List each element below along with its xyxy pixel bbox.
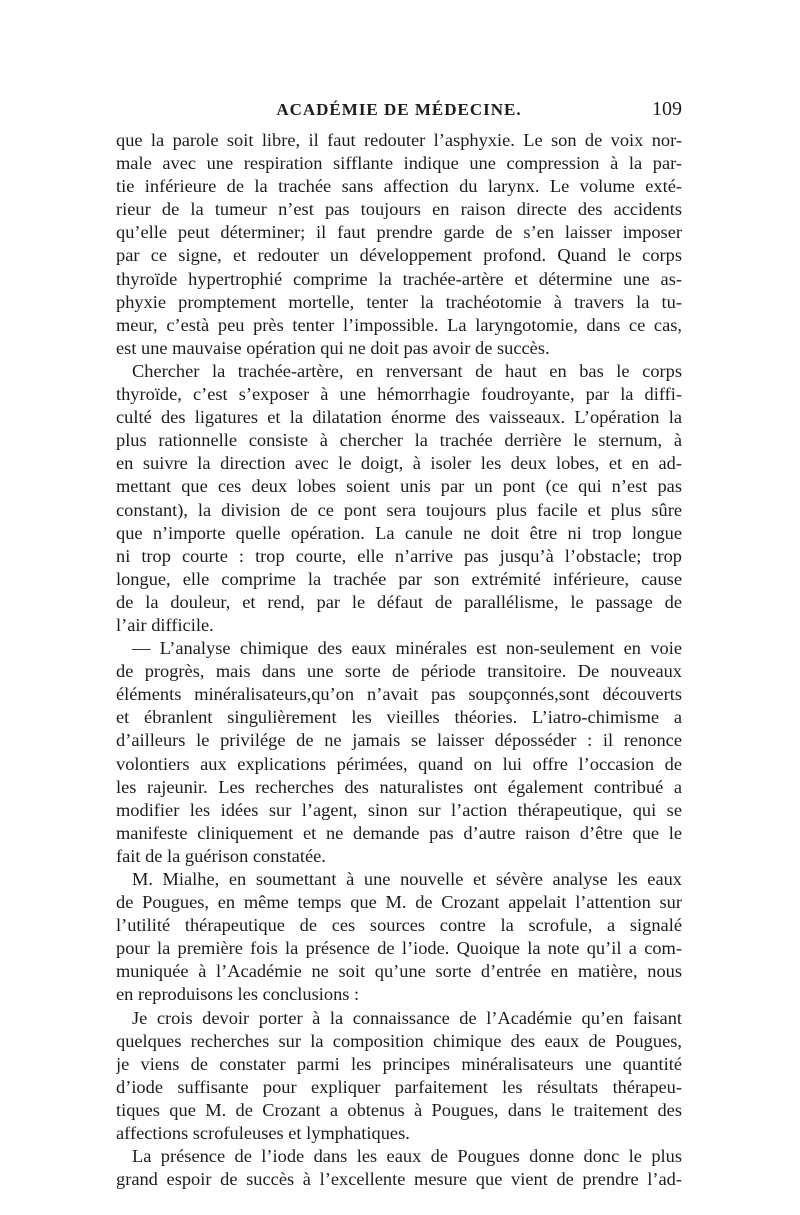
text-line: constant), la division de ce pont sera toujours plus facile et plus sûre [116,499,682,520]
text-line: modifier les idées sur l’agent, sinon sur l’action thérapeutique, qui se [116,799,682,820]
text-line: par ce signe, et redouter un développement profond. Quand le corps [116,245,682,266]
text-line: mettant que ces deux lobes soient unis par un pont (ce qui n’est pas [116,476,682,497]
text-line: volontiers aux explications périmées, quand on lui offre l’occasion de [116,753,682,774]
text-line: est une mauvaise opération qui ne doit pas avoir de succès. [116,337,550,358]
text-line: tiques que M. de Crozant a obtenus à Pougues, dans le traitement des [116,1099,682,1120]
running-title: ACADÉMIE DE MÉDECINE. [276,100,522,119]
body-text [116,129,682,1191]
text-line: de progrès, mais dans une sorte de période transitoire. De nouveaux [116,661,682,682]
text-line: male avec une respiration sifflante indique une compression à la par- [116,153,682,174]
text-line: Chercher la trachée-artère, en renversant de haut en bas le corps [132,360,682,381]
text-line: de la douleur, et rend, par le défaut de parallélisme, le passage de [116,591,682,612]
paragraph-1 [116,129,682,360]
text-line: de Pougues, en même temps que M. de Crozant appelait l’attention sur [116,892,682,913]
text-line: — L’analyse chimique des eaux minérales est non-seulement en voie [132,638,682,659]
text-line: plus rationnelle consiste à chercher la trachée derrière le sternum, à [116,430,682,451]
text-line: que n’importe quelle opération. La canule ne doit être ni trop longue [116,522,682,543]
text-line: phyxie promptement mortelle, tenter la trachéotomie à travers la tu- [116,291,682,312]
text-line: affections scrofuleuses et lymphatiques. [116,1123,410,1144]
paragraph-4 [116,868,682,1007]
page-header [116,100,682,124]
text-line: ni trop courte : trop courte, elle n’arrive pas jusqu’à l’obstacle; trop [116,545,682,566]
text-line: longue, elle comprime la trachée par son extrémité inférieure, cause [116,568,682,589]
text-line: je viens de constater parmi les principes minéralisateurs une quantité [116,1053,682,1074]
text-line: fait de la guérison constatée. [116,845,326,866]
text-line: meur, c’està peu près tenter l’impossible. La laryngotomie, dans ce cas, [116,314,682,335]
text-line: thyroïde, c’est s’exposer à une hémorrhagie foudroyante, par la diffi- [116,384,682,405]
text-line: pour la première fois la présence de l’iode. Quoique la note qu’il a com- [116,938,682,959]
paragraph-3 [116,637,682,868]
page-number: 109 [652,98,682,120]
text-line: thyroïde hypertrophié comprime la trachée-artère et détermine une as- [116,268,682,289]
text-line: d’iode suffisante pour expliquer parfaitement les résultats thérapeu- [116,1076,682,1097]
text-line: les rajeunir. Les recherches des naturalistes ont également contribué a [116,776,682,797]
text-line: l’utilité thérapeutique de ces sources contre la scrofule, a signalé [116,915,682,936]
text-line: en reproduisons les conclusions : [116,984,360,1005]
text-line: M. Mialhe, en soumettant à une nouvelle et sévère analyse les eaux [132,869,682,889]
text-line: éléments minéralisateurs,qu’on n’avait pas soupçonnés,sont découverts [116,684,682,705]
text-line: manifeste cliniquement et ne demande pas d’autre raison d’être que le [116,822,682,843]
text-line: tie inférieure de la trachée sans affection du larynx. Le volume exté- [116,176,682,197]
text-line: La présence de l’iode dans les eaux de Pougues donne donc le plus [132,1146,682,1167]
text-line: grand espoir de succès à l’excellente mesure que vient de prendre l’ad- [116,1169,682,1190]
text-line: d’ailleurs le privilége de ne jamais se laisser déposséder : il renonce [116,730,682,751]
paragraph-6 [116,1145,682,1191]
text-line: quelques recherches sur la composition chimique des eaux de Pougues, [116,1030,682,1051]
text-line: rieur de la tumeur n’est pas toujours en raison directe des accidents [116,199,682,220]
paragraph-2 [116,360,682,637]
text-line: muniquée à l’Académie ne soit qu’une sorte d’entrée en matière, nous [116,961,682,982]
paragraph-5 [116,1007,682,1146]
text-line: Je crois devoir porter à la connaissance de l’Académie qu’en faisant [132,1007,682,1028]
text-line: en suivre la direction avec le doigt, à isoler les deux lobes, et en ad- [116,453,682,474]
text-line: culté des ligatures et la dilatation énorme des vaisseaux. L’opération la [116,407,682,428]
text-line: l’air difficile. [116,614,214,635]
text-line: qu’elle peut déterminer; il faut prendre garde de s’en laisser imposer [116,222,682,243]
text-line: et ébranlent singulièrement les vieilles théories. L’iatro-chimisme a [116,707,682,728]
text-line: que la parole soit libre, il faut redouter l’asphyxie. Le son de voix nor- [116,130,682,150]
